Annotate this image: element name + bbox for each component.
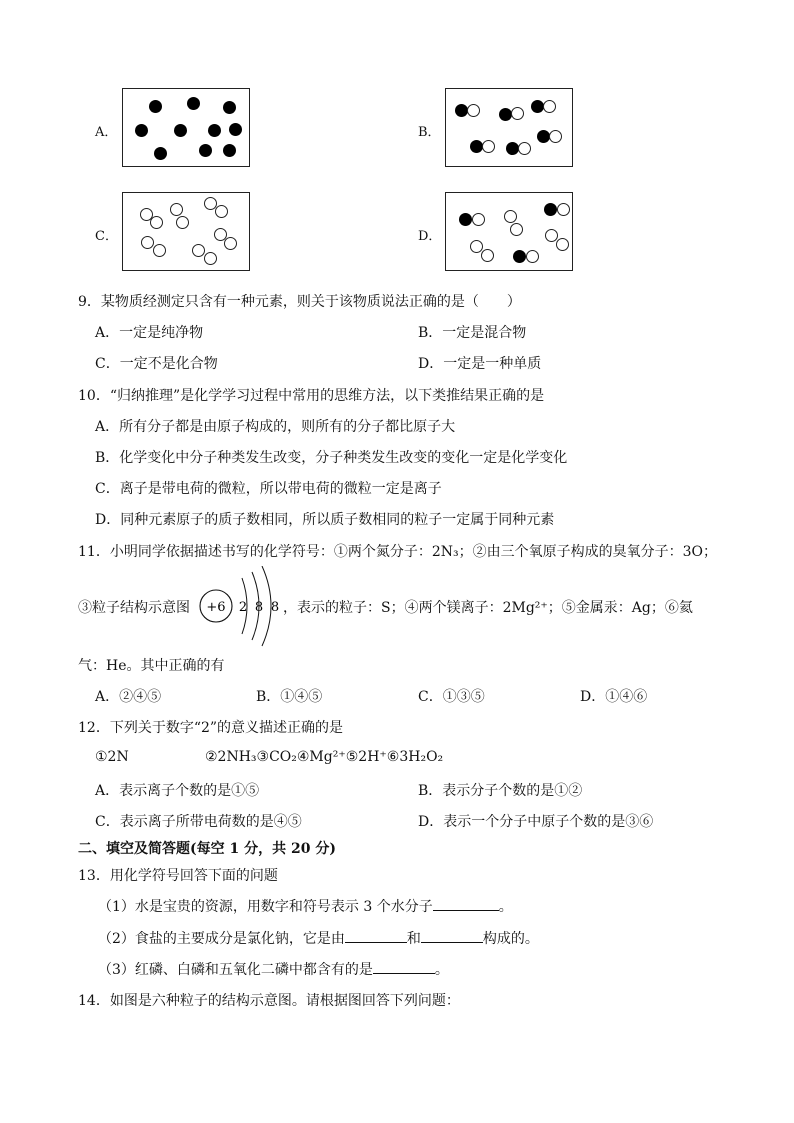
electron-shell-1: 2	[238, 600, 248, 615]
particle-box-a	[122, 88, 250, 167]
q13-sub3: （3）红磷、白磷和五氧化二磷中都含有的是 。	[98, 962, 449, 978]
option-a-label: A．	[95, 125, 118, 140]
q9-option-d[interactable]: D．一定是一种单质	[418, 356, 542, 372]
q10-stem: 10．“归纳推理”是化学学习过程中常用的思维方法，以下类推结果正确的是	[78, 388, 545, 404]
option-b-label: B．	[418, 125, 441, 140]
q11-line1: 11．小明同学依据描述书写的化学符号：①两个氮分子：2N₃；②由三个氧原子构成的臭氧分子：3O；	[78, 544, 717, 560]
q11-option-d[interactable]: D．①④⑥	[580, 689, 648, 705]
q12-option-b[interactable]: B．表示分子个数的是①②	[418, 783, 583, 799]
q12-option-c[interactable]: C．表示离子所带电荷数的是④⑤	[95, 814, 302, 830]
answer-blank-2[interactable]	[345, 941, 407, 943]
answer-blank-4[interactable]	[373, 972, 435, 974]
q11-option-b[interactable]: B．①④⑤	[256, 689, 323, 705]
particle-box-b	[445, 88, 573, 167]
answer-blank-1[interactable]	[433, 909, 499, 911]
q10-option-b[interactable]: B．化学变化中分子种类发生改变，分子种类发生改变的变化一定是化学变化	[95, 450, 568, 466]
q9-stem: 9．某物质经测定只含有一种元素，则关于该物质说法正确的是（ ）	[78, 294, 521, 310]
q13-sub2: （2）食盐的主要成分是氯化钠，它是由 和 构成的。	[98, 931, 539, 947]
electron-shell-2: 8	[254, 600, 264, 615]
q13-stem: 13．用化学符号回答下面的问题	[78, 868, 278, 884]
q9-option-b[interactable]: B．一定是混合物	[418, 325, 527, 341]
particle-box-c	[122, 192, 250, 271]
nucleus-charge: +6	[206, 600, 226, 615]
q14-stem: 14．如图是六种粒子的结构示意图。请根据图回答下列问题：	[78, 993, 460, 1009]
q10-option-c[interactable]: C．离子是带电荷的微粒，所以带电荷的微粒一定是离子	[95, 481, 442, 497]
electron-shell-3: 8	[270, 600, 280, 615]
q11-line2-start: ③粒子结构示意图	[78, 600, 190, 616]
q12-stem: 12．下列关于数字“2”的意义描述正确的是	[78, 720, 344, 736]
option-c-label: C．	[95, 229, 118, 244]
particle-box-d	[445, 192, 573, 271]
q9-option-c[interactable]: C．一定不是化合物	[95, 356, 218, 372]
q13-sub1: （1）水是宝贵的资源，用数字和符号表示 3 个水分子 。	[98, 899, 513, 915]
q11-line2-end: ，表示的粒子：S；④两个镁离子：2Mg²⁺；⑤金属汞：Ag；⑥氦	[283, 600, 693, 616]
answer-blank-3[interactable]	[421, 941, 483, 943]
q11-option-c[interactable]: C．①③⑤	[418, 689, 485, 705]
q10-option-a[interactable]: A．所有分子都是由原子构成的，则所有的分子都比原子大	[95, 419, 456, 435]
q9-option-a[interactable]: A．一定是纯净物	[95, 325, 204, 341]
q12-item-1: ①2N	[95, 749, 129, 765]
q11-option-a[interactable]: A．②④⑤	[95, 689, 162, 705]
q11-line3: 气：He。其中正确的有	[78, 658, 225, 674]
q12-items-2-6: ②2NH₃③CO₂④Mg²⁺⑤2H⁺⑥3H₂O₂	[205, 749, 444, 765]
section-heading: 二、填空及简答题(每空 1 分，共 20 分)	[78, 841, 336, 857]
q12-option-a[interactable]: A．表示离子个数的是①⑤	[95, 783, 260, 799]
atom-structure-diagram	[196, 566, 286, 650]
q10-option-d[interactable]: D．同种元素原子的质子数相同，所以质子数相同的粒子一定属于同种元素	[95, 512, 555, 528]
q12-option-d[interactable]: D．表示一个分子中原子个数的是③⑥	[418, 814, 654, 830]
option-d-label: D．	[418, 229, 442, 244]
